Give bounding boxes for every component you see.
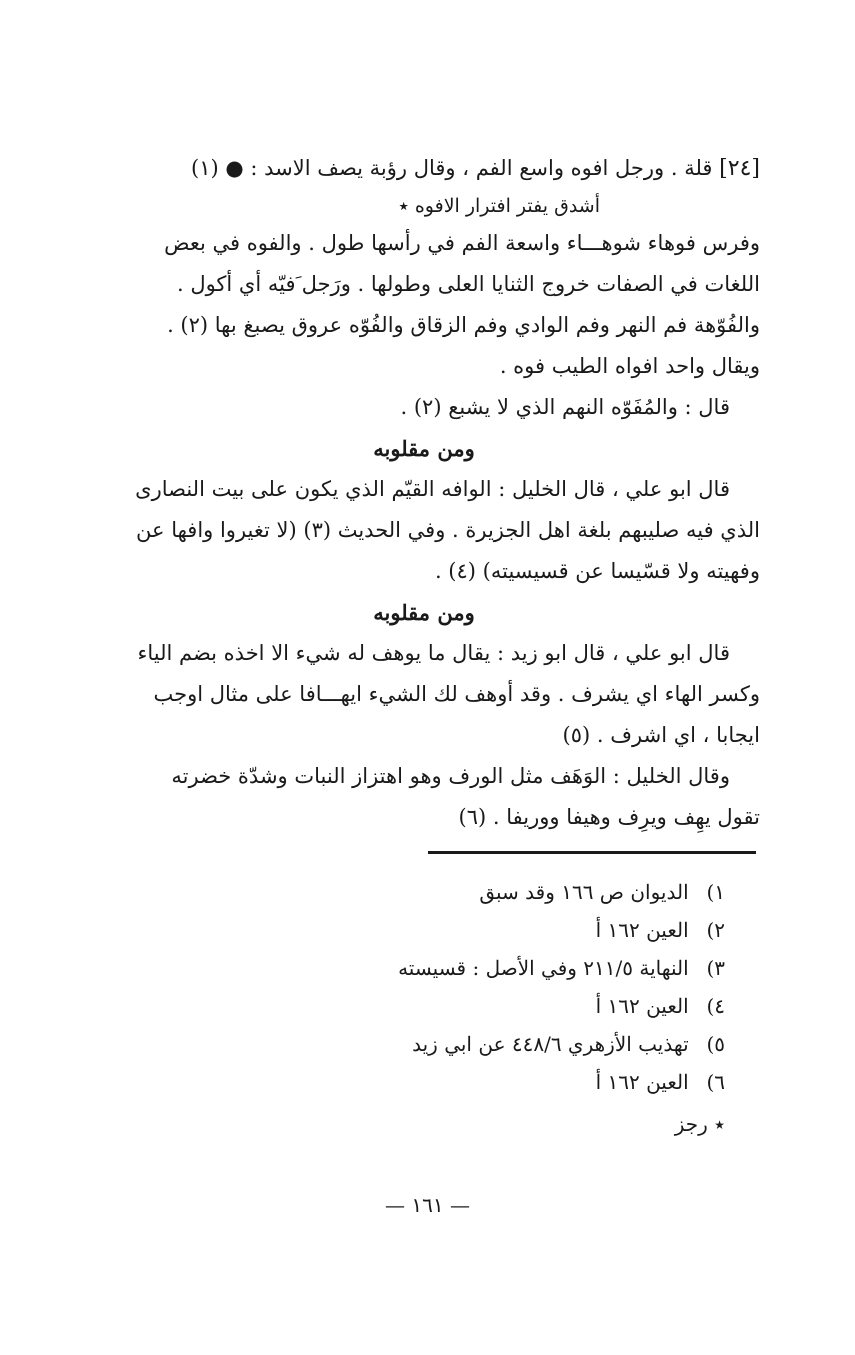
footnote-text: النهاية ٢١١/٥ وفي الأصل : قسيسته (398, 956, 689, 980)
paragraph-1-line-4: ويقال واحد افواه الطيب فوه . (499, 354, 760, 378)
main-text (88, 148, 760, 838)
paragraph-2: قال : والمُفَوّه النهم الذي لا يشبع (٢) . (400, 395, 730, 419)
paragraph-3-line-3: وفهيته ولا قسّيسا عن قسيسيته) (٤) . (434, 559, 760, 583)
footnote-text: الديوان ص ١٦٦ وقد سبق (479, 880, 689, 904)
footnote-text: العين ١٦٢ أ (595, 1070, 689, 1094)
verse-quote: أشدق يفتر افترار الافوه ٭ (398, 195, 600, 217)
entry-number: [٢٤] (719, 156, 760, 181)
paragraph-4-line-1: قال ابو علي ، قال ابو زيد : يقال ما يوهف له شيء الا اخذه بضم الياء (137, 641, 730, 665)
footnote-item (398, 873, 725, 911)
footnote-item (398, 1025, 725, 1063)
paragraph-5-line-2: تقول يهِف ويرِف وهيفا ووريفا . (٦) (458, 805, 760, 829)
footnote-number: ٥) (706, 1032, 725, 1056)
footnote-item (398, 987, 725, 1025)
paragraph-1-line-2: اللغات في الصفات خروج الثنايا العلى وطولها . ورَجل َفيّه أي أكول . (176, 272, 760, 296)
entry-line-text: قلة . ورجل افوه واسع الفم ، وقال رؤبة يصف الاسد : ● (١) (191, 156, 713, 180)
paragraph-1-line-3: والفُوّهة فم النهر وفم الوادي وفم الزقاق والفُوّه عروق يصبغ بها (٢) . (167, 313, 760, 337)
footnote-text: العين ١٦٢ أ (595, 918, 689, 942)
section-heading-2: ومن مقلوبه (373, 600, 475, 625)
footnote-text: العين ١٦٢ أ (595, 994, 689, 1018)
paragraph-4-line-2: وكسر الهاء اي يشرف . وقد أوهف لك الشيء ايهـــافا على مثال اوجب (153, 682, 760, 706)
footnote-divider (428, 851, 756, 854)
footnote-item (398, 949, 725, 987)
footnote-item (398, 1063, 725, 1101)
page-number: — ١٦١ — (385, 1193, 470, 1217)
footnotes (398, 873, 725, 1143)
paragraph-1-line-1: وفرس فوهاء شوهـــاء واسعة الفم في رأسها طول . والفوه في بعض (164, 231, 760, 255)
footnote-number: ٤) (706, 994, 725, 1018)
section-heading-1: ومن مقلوبه (373, 436, 475, 461)
paragraph-3-line-1: قال ابو علي ، قال الخليل : الوافه القيّم الذي يكون على بيت النصارى (135, 477, 730, 501)
footnote-number: ٣) (706, 956, 725, 980)
footnote-text: تهذيب الأزهري ٤٤٨/٦ عن ابي زيد (412, 1032, 689, 1056)
footnote-number: ٦) (706, 1070, 725, 1094)
footnote-star-note: ٭ رجز (674, 1112, 725, 1136)
paragraph-5-line-1: وقال الخليل : الوَهَف مثل الورف وهو اهتزاز النبات وشدّة خضرته (171, 764, 730, 788)
footnote-item (398, 911, 725, 949)
paragraph-3-line-2: الذي فيه صليبهم بلغة اهل الجزيرة . وفي الحديث (٣) (لا تغيروا وافها عن (136, 518, 760, 542)
footnote-number: ٢) (706, 918, 725, 942)
footnote-number: ١) (706, 880, 725, 904)
paragraph-4-line-3: ايجابا ، اي اشرف . (٥) (562, 723, 760, 747)
entry-first-line (88, 148, 760, 189)
